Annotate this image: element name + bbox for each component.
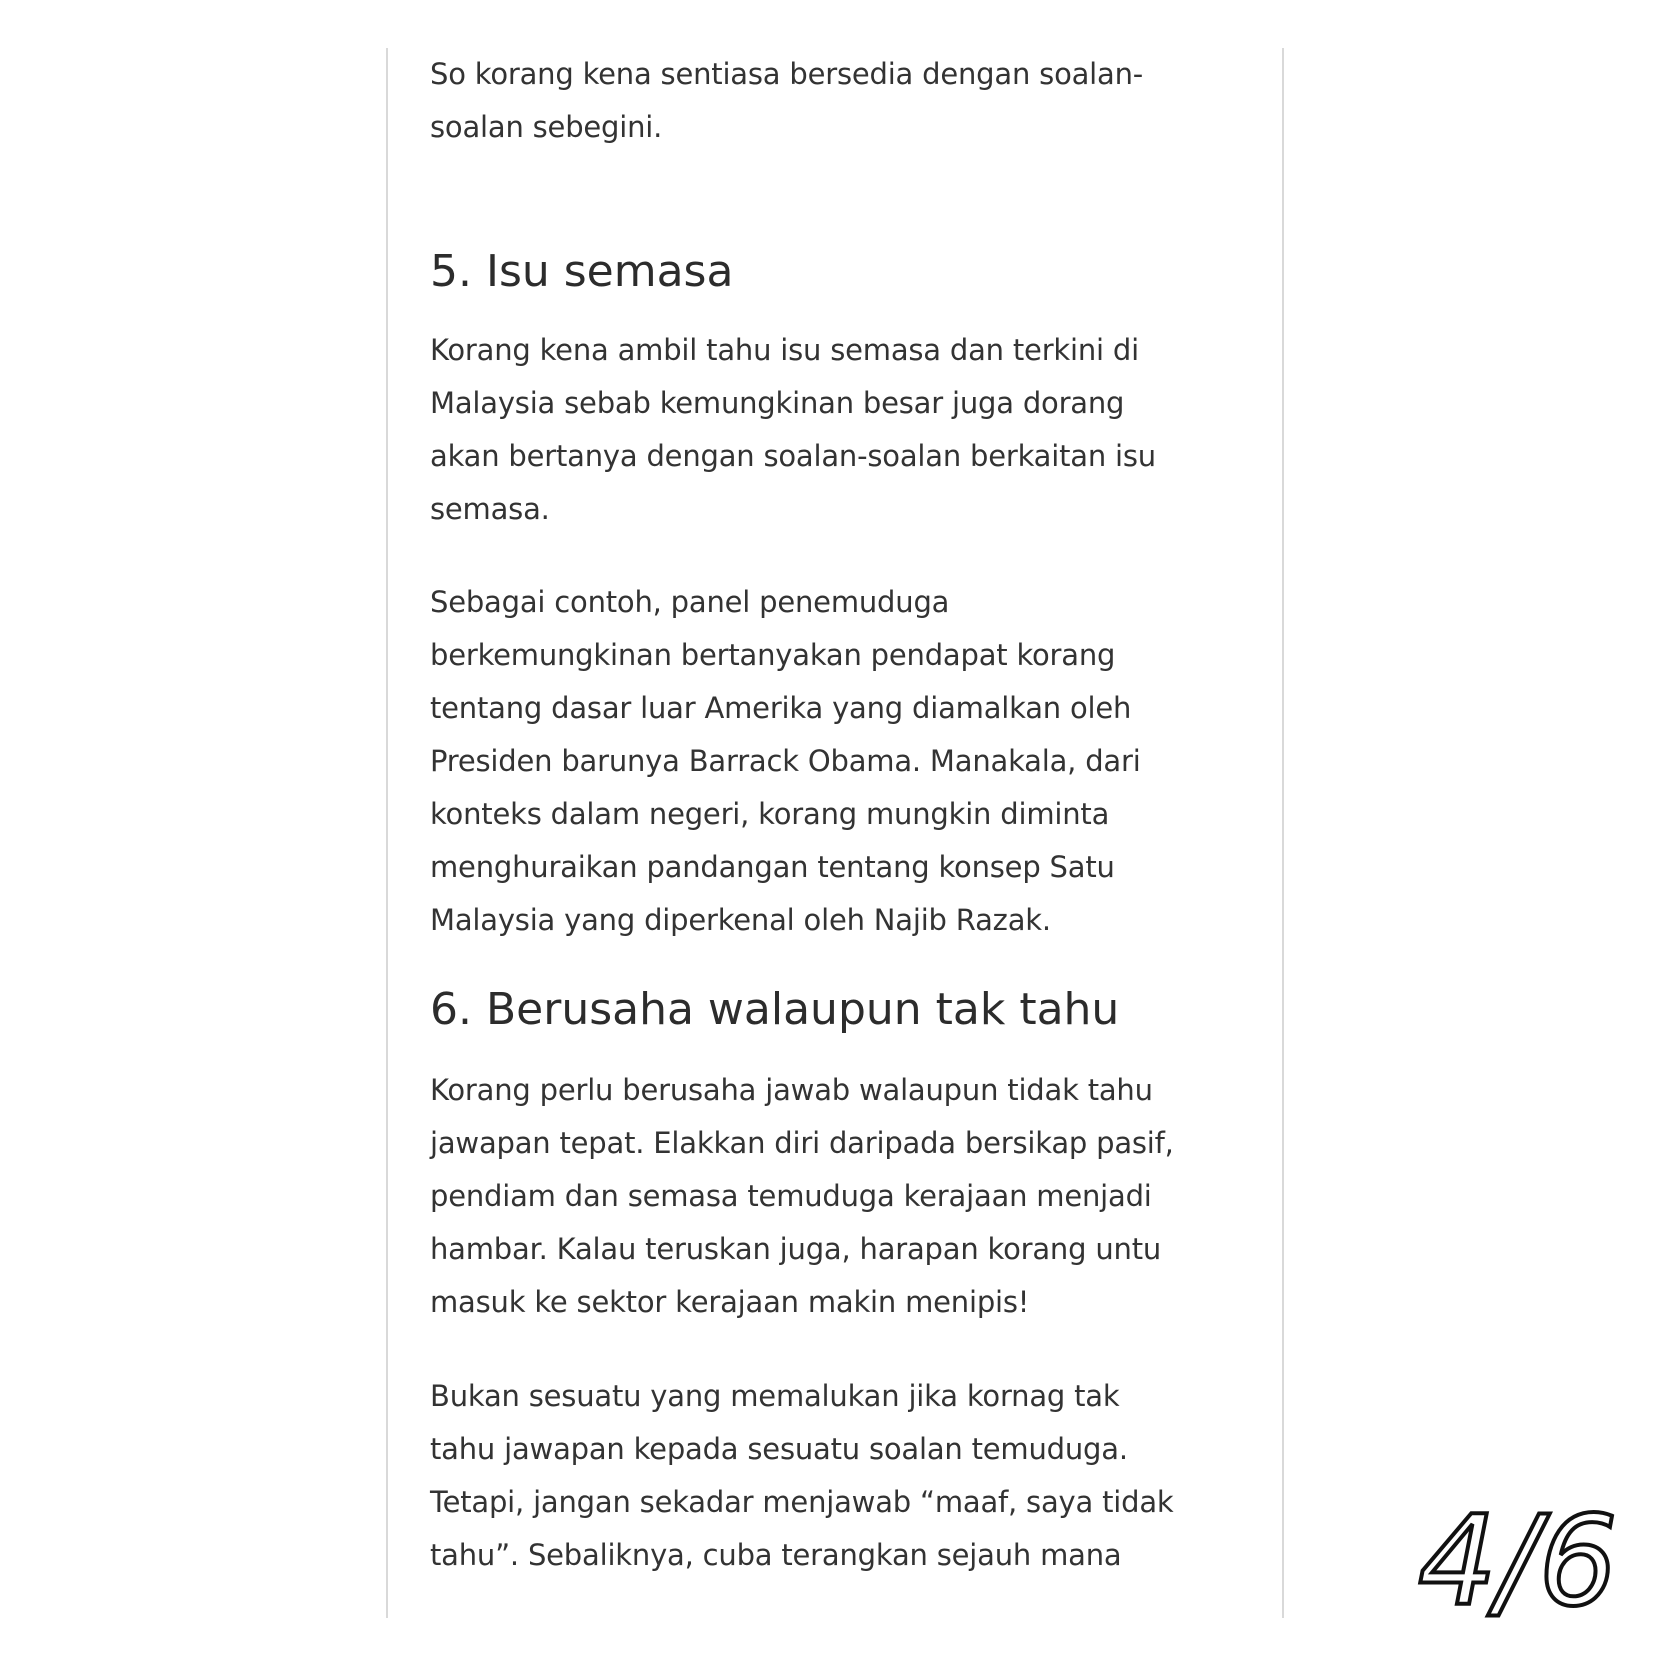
paragraph-line: Sebagai contoh, panel penemuduga bbox=[430, 585, 950, 619]
paragraph-line: hambar. Kalau teruskan juga, harapan korang untu bbox=[430, 1232, 1162, 1266]
paragraph-line: Bukan sesuatu yang memalukan jika kornag tak bbox=[430, 1379, 1120, 1413]
paragraph-line: Korang kena ambil tahu isu semasa dan terkini di bbox=[430, 333, 1139, 367]
paragraph-line: Presiden barunya Barrack Obama. Manakala, dari bbox=[430, 744, 1141, 778]
paragraph-line: Korang perlu berusaha jawab walaupun tidak tahu bbox=[430, 1073, 1153, 1107]
page-counter: 4/6 bbox=[1418, 1490, 1618, 1634]
paragraph-line: pendiam dan semasa temuduga kerajaan menjadi bbox=[430, 1179, 1152, 1213]
paragraph-line: Malaysia sebab kemungkinan besar juga dorang bbox=[430, 386, 1125, 420]
section-heading-isu-semasa: 5. Isu semasa bbox=[430, 246, 734, 297]
paragraph-line: So korang kena sentiasa bersedia dengan soalan- bbox=[430, 57, 1144, 91]
paragraph-line: Malaysia yang diperkenal oleh Najib Razak. bbox=[430, 903, 1051, 937]
isu-semasa-paragraph-2 bbox=[430, 576, 1141, 947]
section-heading-berusaha: 6. Berusaha walaupun tak tahu bbox=[430, 984, 1120, 1035]
isu-semasa-paragraph-1 bbox=[430, 324, 1156, 536]
paragraph-line: menghuraikan pandangan tentang konsep Satu bbox=[430, 850, 1115, 884]
paragraph-line: tentang dasar luar Amerika yang diamalkan oleh bbox=[430, 691, 1132, 725]
paragraph-line: jawapan tepat. Elakkan diri daripada bersikap pasif, bbox=[430, 1126, 1174, 1160]
paragraph-line: semasa. bbox=[430, 492, 550, 526]
paragraph-line: tahu jawapan kepada sesuatu soalan temuduga. bbox=[430, 1432, 1128, 1466]
paragraph-line: soalan sebegini. bbox=[430, 110, 663, 144]
paragraph-line: akan bertanya dengan soalan-soalan berkaitan isu bbox=[430, 439, 1156, 473]
paragraph-line: konteks dalam negeri, korang mungkin diminta bbox=[430, 797, 1110, 831]
berusaha-paragraph-2 bbox=[430, 1370, 1174, 1582]
paragraph-line: masuk ke sektor kerajaan makin menipis! bbox=[430, 1285, 1030, 1319]
paragraph-line: tahu”. Sebaliknya, cuba terangkan sejauh mana bbox=[430, 1538, 1122, 1572]
berusaha-paragraph-1 bbox=[430, 1064, 1174, 1329]
paragraph-line: berkemungkinan bertanyakan pendapat korang bbox=[430, 638, 1116, 672]
article-column bbox=[386, 48, 1284, 1618]
paragraph-line: Tetapi, jangan sekadar menjawab “maaf, saya tidak bbox=[430, 1485, 1174, 1519]
intro-paragraph bbox=[430, 48, 1143, 154]
